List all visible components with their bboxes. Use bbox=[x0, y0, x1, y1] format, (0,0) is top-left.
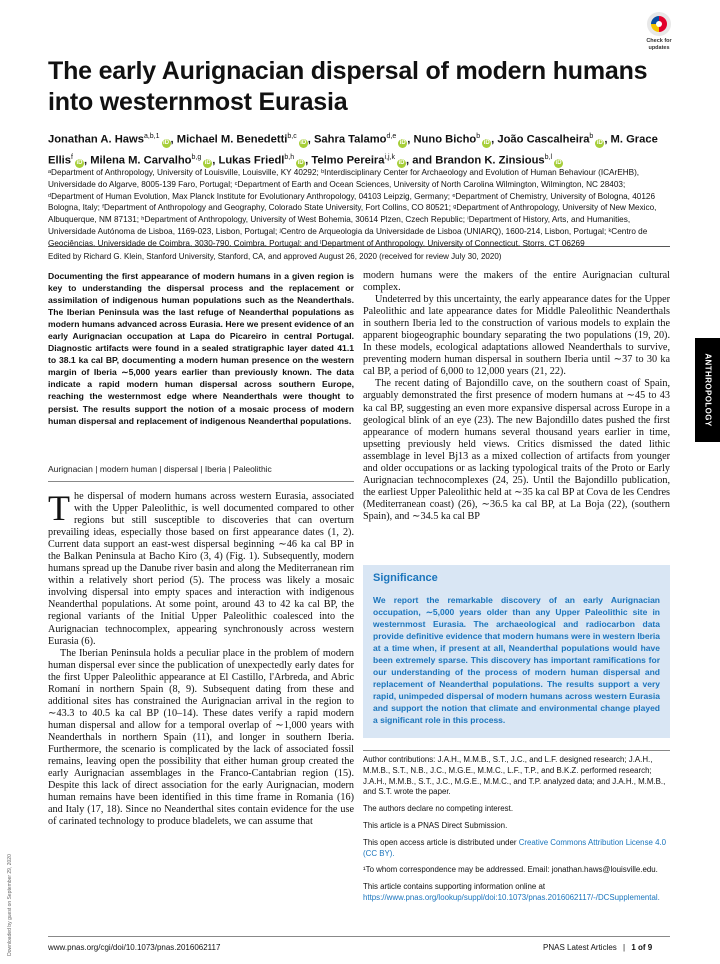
body-paragraph: modern humans were the makers of the entire Aurignacian cultural complex. bbox=[363, 270, 670, 294]
body-paragraph: he dispersal of modern humans across western Eurasia, associated with the Upper Paleolithic, is well documented compared to other regions but still susceptible to discoveries that can overturn prevailing ideas, especially those based on first appearance dates (1, 2). Current data support an east-west dispersal beginning ∼46 ka cal BP in the Balkan Peninsula at Bacho Kiro (3, 4) (Fig. 1). Subsequently, modern humans spread up the Danube river basin and along the Mediterranean rim within a relatively short period (5). The process was likely a mosaic involving dispersal into empty spaces and interaction with indigenous Neanderthal populations. At some point, around 43 to 42 ka cal BP, the regional variants of the Initial Upper Paleolithic coalesced into the Aurignacian technocomplex, appearing synchronously across western Eurasia (6). bbox=[48, 491, 354, 647]
author-name: Milena M. Carvalho bbox=[90, 154, 192, 167]
check-for-updates-badge[interactable] bbox=[642, 12, 676, 58]
supporting-text: This article contains supporting information online at bbox=[363, 882, 546, 892]
keywords-divider bbox=[48, 481, 354, 482]
significance-box bbox=[363, 565, 670, 738]
license-link[interactable]: Creative Commons Attribution License 4.0 (CC BY). bbox=[363, 837, 667, 858]
crossmark-icon bbox=[647, 12, 671, 36]
badge-line1: Check for bbox=[646, 38, 672, 44]
footer-separator: | bbox=[623, 943, 626, 952]
footer-doi-link[interactable]: www.pnas.org/cgi/doi/10.1073/pnas.2016062117 bbox=[48, 943, 221, 952]
author-name: Telmo Pereira bbox=[311, 154, 385, 167]
footer-page: 1 of 9 bbox=[631, 943, 653, 952]
author-name: Brandon K. Zinsious bbox=[435, 154, 545, 167]
author-affiliation-marker: a,b,1 bbox=[143, 133, 160, 140]
author-name: Michael M. Benedetti bbox=[176, 133, 288, 146]
footer-divider bbox=[48, 936, 670, 937]
abstract: Documenting the first appearance of modern humans in a given region is key to understanding the dispersal process and the replacement or assimilation of indigenous human populations such as the Neanderthals. The Iberian Peninsula was the last refuge of Neanderthal populations as modern humans advanced across Eurasia. Here we present evidence of an early Aurignacian occupation at Lapa do Picareiro in central Portugal. Diagnostic artifacts were found in a sealed stratigraphic layer dated 41.1 to 38.1 ka cal BP, documenting a modern human presence on the western margin of Iberia ∼5,000 years earlier than previously known. The data indicate a rapid modern human dispersal across southern Europe, reaching the westernmost edge where Neanderthals were thought to persist. The results support the notion of a mosaic process of modern human dispersal and replacement of indigenous Neanderthal populations. bbox=[48, 271, 354, 426]
header-divider bbox=[48, 246, 670, 247]
author-affiliation-marker: b,h bbox=[284, 153, 295, 161]
significance-title: Significance bbox=[373, 572, 438, 584]
footer-page-info bbox=[543, 943, 652, 952]
author-affiliation-marker: f bbox=[71, 153, 73, 161]
body-right-column bbox=[363, 270, 670, 523]
notes-divider bbox=[363, 750, 670, 751]
author-affiliation-marker: b bbox=[589, 133, 594, 140]
author-affiliation-marker: i,j,k bbox=[384, 153, 396, 161]
author-affiliation-marker: d,e bbox=[386, 133, 397, 140]
section-tab-label: ANTHROPOLOGY bbox=[703, 353, 712, 427]
dropcap: T bbox=[48, 488, 70, 528]
direct-submission: This article is a PNAS Direct Submission. bbox=[363, 820, 508, 830]
body-left-column bbox=[48, 488, 354, 828]
significance-text: We report the remarkable discovery of an early Aurignacian occupation, ∼5,000 years older than any Upper Paleolithic site in westernmost Eurasia. The archaeological and radiocarbon data provide definitive evidence that modern humans were in western Iberia at a time when, if present at all, Neanderthal populations would have been extremely sparse. This discovery has important ramifications for our understanding of the process of modern human dispersal and replacement of Neanderthal populations. The results support a very rapid, unimpeded dispersal of modern humans across western Eurasia and support the notion that climate and environmental change played a significant role in this process. bbox=[373, 595, 660, 726]
orcid-icon[interactable]: iD bbox=[300, 139, 307, 146]
download-note bbox=[6, 850, 14, 960]
orcid-icon[interactable]: iD bbox=[398, 160, 405, 167]
orcid-icon[interactable]: iD bbox=[163, 139, 170, 146]
author-list: Jonathan A. Haws$^{a,b,1}$iD , Michael M. Benedetti$^{b,c}$iD , Sahra Talamo$^{d,e}$iD , Nuno Bicho$^b$iD , João Cascalheira$^b$iD , M. Grace Ellis$^f$iD , Milena M. Carvalho$^{b,g}$iD , Lukas Friedl$^{b,h}$iD , Telmo Pereira$^{i,j,k}$iD , and Brandon K. Zinsious$^{b,l}$iD bbox=[48, 133, 658, 167]
competing-interest: The authors declare no competing interest. bbox=[363, 804, 514, 814]
author-affiliation-marker: b,c bbox=[287, 133, 297, 140]
orcid-icon[interactable]: iD bbox=[204, 160, 211, 167]
supporting-link[interactable]: https://www.pnas.org/lookup/suppl/doi:10.1073/pnas.2016062117/-/DCSupplemental. bbox=[363, 892, 660, 902]
orcid-icon[interactable]: iD bbox=[483, 139, 490, 146]
section-tab bbox=[695, 338, 720, 442]
article-title: The early Aurignacian dispersal of modern humans into westernmost Eurasia bbox=[48, 57, 648, 116]
author-affiliation-marker: b,g bbox=[191, 153, 202, 161]
badge-line2: updates bbox=[648, 44, 670, 51]
keywords: Aurignacian | modern human | dispersal | Iberia | Paleolithic bbox=[48, 464, 272, 474]
author-contributions: Author contributions: J.A.H., M.M.B., S.T., J.C., and L.F. designed research; J.A.H., M.M.B., S.T., N.B., J.C., M.G.E., M.M.C., L.F., T.P., and B.K.Z. performed research; J.A.H., M.M.B., S.T., J.C., M.G.E., M.M.C., and T.P. analyzed data; and J.A.H., M.M.B., and S.T. wrote the paper. bbox=[363, 755, 666, 797]
author-name: Jonathan A. Haws bbox=[48, 133, 144, 146]
article-notes bbox=[363, 755, 670, 910]
author-name: Sahra Talamo bbox=[313, 133, 387, 146]
body-paragraph: The Iberian Peninsula holds a peculiar place in the problem of modern human dispersal ever since the publication of unexpectedly early dates for the first Upper Paleolithic appearance at El Castillo, l'Arbreda, and Abric Romaní in northern Spain (8, 9). Subsequent dating from these and additional sites has constrained the Aurignacian arrival in the region to ∼43.3 to 40.5 ka cal BP (10–14). These dates verify a rapid modern human dispersal and allow for a temporal overlap of ∼1,000 years with Neanderthals in northern Spain (11), and longer in southern Iberia. Furthermore, the scenario is complicated by the lack of associated fossil remains, leaving open the possibility that either human group created the early Aurignacian assemblages in the Franco-Cantabrian region (15). Despite this lack of direct association for the early Aurignacian, modern human remains have been identified in this time frame in Romania (16) and Italy (17, 18). Since no Neanderthal sites contain evidence for the use of carinated technology to produce bladelets, we can assume that bbox=[48, 647, 354, 828]
download-note-text: Downloaded by guest on September 29, 2020 bbox=[7, 854, 13, 956]
orcid-icon[interactable]: iD bbox=[555, 160, 562, 167]
edited-by-line: Edited by Richard G. Klein, Stanford University, Stanford, CA, and approved August 26, 2020 (received for review July 30, 2020) bbox=[48, 252, 502, 261]
body-paragraph: The recent dating of Bajondillo cave, on the southern coast of Spain, arguably demonstrated the first presence of modern humans at ∼45 to 43 ka cal BP, suggesting an even more expansive dispersal across Europe in a geological blink of an eye (23). The new Bajondillo dates pushed the first appearance of modern humans several thousand years earlier in time, upsetting previously held views. Critics dismissed the dated lithic assemblage in level Bj13 as a mixed collection of artifacts from younger and older occupations or as lacking typological traits of the Proto or Early Aurignacian technocomplexes (24, 25). Until the Bajondillo publication, the earliest Upper Paleolithic held at ∼35 ka cal BP at Cova de les Cendres (Mediterranean coast) (26), ∼36.5 ka cal BP, at La Boja (22), (southern Spain), and ∼34.5 ka cal BP bbox=[363, 378, 670, 522]
author-name: Lukas Friedl bbox=[218, 154, 285, 167]
affiliations: ᵃDepartment of Anthropology, University of Louisville, Louisville, KY 40292; ᵇInterdisciplinary Center for Archaeology and Evolution of Human Behaviour (ICArEHB), Universidade do Algarve, 8005-139 Faro, Portugal; ᶜDepartment of Earth and Ocean Sciences, University of North Carolina Wilmington, Wilmington, NC 28403; ᵈDepartment of Human Evolution, Max Planck Institute for Evolutionary Anthropology, 04103 Leipzig, Germany; ᵉDepartment of Chemistry, University of Bologna, 40126 Bologna, Italy; ᶠDepartment of Anthropology and Geography, Colorado State University, Fort Collins, CO 80521; ᵍDepartment of Anthropology, University of New Mexico, Albuquerque, NM 87131; ʰDepartment of Anthropology, University of West Bohemia, 30614 Plzen, Czech Republic; ⁱDepartment of History, Arts, and Humanities, Universidade Autónoma de Lisboa, 1169-023, Lisbon, Portugal; ʲCentro de Arqueologia da Universidade de Lisboa (UNIARQ), 1600-214, Lisbon, Portugal; ᵏCentro de Geociências, Universidade de Coimbra, 3030-790, Coimbra, Portugal; and ˡDepartment of Anthropology, University of Connecticut, Storrs, CT 06269 bbox=[48, 168, 657, 248]
orcid-icon[interactable]: iD bbox=[596, 139, 603, 146]
author-name: M. Grace Ellis bbox=[48, 133, 658, 167]
author-name: Nuno Bicho bbox=[413, 133, 477, 146]
orcid-icon[interactable]: iD bbox=[76, 160, 83, 167]
footer-journal: PNAS Latest Articles bbox=[543, 943, 617, 952]
author-affiliation-marker: b,l bbox=[544, 153, 553, 161]
body-paragraph: Undeterred by this uncertainty, the early appearance dates for the Upper Paleolithic and late appearance dates for Middle Paleolithic Neanderthals in southern Iberia led to the construction of various models to explain the apparent biogeographic boundary separating the two populations (19, 20). In these models, ecological adaptations allowed Neanderthals to survive, preventing modern human dispersal in southern Iberia until ∼37 to 30 ka cal BP, a period of 6,000 to 12,000 years (21, 22). bbox=[363, 294, 670, 378]
orcid-icon[interactable]: iD bbox=[399, 139, 406, 146]
license-text: This open access article is distributed under bbox=[363, 837, 519, 847]
orcid-icon[interactable]: iD bbox=[297, 160, 304, 167]
correspondence: ¹To whom correspondence may be addressed. Email: jonathan.haws@louisville.edu. bbox=[363, 865, 658, 875]
author-name: João Cascalheira bbox=[497, 133, 590, 146]
author-affiliation-marker: b bbox=[476, 133, 481, 140]
